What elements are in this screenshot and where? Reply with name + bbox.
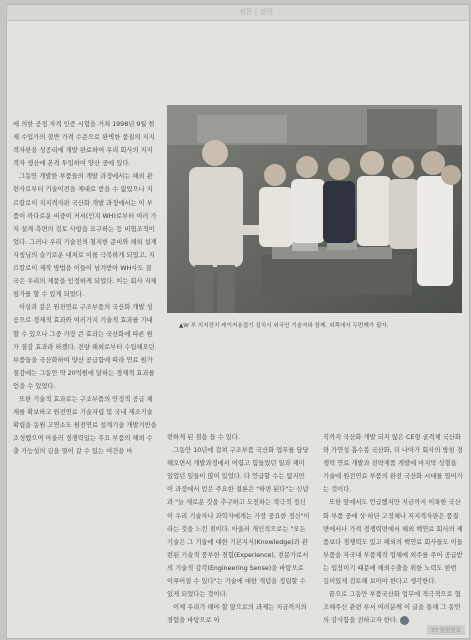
article-column-3 (323, 431, 463, 627)
paragraph: 직까지 국산화 개발 되지 않은 CE형 골격체 국산화와 가연성 흡수봉 국산화, 더 나아가 회사의 방침 경쟁력 연료 개발과 전략제품 개발에 마지막 성형을 기술에 원전연료 부품의 완전 국산화 시대를 열어가는 것이다. (323, 434, 463, 494)
paragraph: 련하게 된 점을 들 수 있다. (167, 434, 240, 441)
paragraph: 이제 우리가 해야 할 앞으로의 과제는 지금까지의 경험을 바탕으로 아 (167, 604, 307, 625)
paragraph: 또한 앞에서도 언급했지만 지금까지 이룩한 국산화 부품 중에 상·하단 고정체나 지지격자판은 품질면에서나 가격 경쟁력면에서 해외 핵연료 회사의 제품보다 경쟁력도 있고 해외의 핵연료 회사들도 이들 부품을 자국내 부품제작 업체에 외주를 주어 공급받는 입장이기 때문에 해외수출을 위한 노력도 한번 깊이있게 검토해 보아야 한다고 생각한다. (323, 499, 463, 586)
paragraph: 에 의한 공정 자격 인증 시험을 거쳐 1998년 9월 현재 수입가의 절반 가격 수준으로 완벽한 품질의 지지격자판을 성공리에 개발 완료하여 우리 회사의 지지격자 생산에 본격 투입하여 양산 중에 있다. (13, 121, 155, 168)
article-column-2 (167, 431, 310, 627)
end-of-article-icon (400, 616, 409, 625)
article-column-1 (13, 118, 157, 458)
page-number: 37 원전연료 (427, 625, 465, 635)
paragraph: 이상과 같은 원전연료 구조부품의 국산화 개발 성공으로 경제적 효과와 여러가지 기술적 효과를 기대할 수 있으나 그중 가장 큰 효과는 국산화에 따른 원가 절감 효과라 하겠다. 전량 해외로부터 수입해오던 부품들을 국산화하여 양산 공급함에 따라 연료 원가 절감에는 그동안 약 20억원에 달하는 경제적 효과를 얻을 수 있었다. (13, 304, 155, 390)
article-photo (167, 105, 462, 313)
paragraph: 또한 기술적 효과로는 구조부품의 안정적 공급 체제를 확보하고 원전연료 기술자립 및 국내 제조기술 확립을 동원 고연소도 원전연료 설계기술 개발기반을 조성했으며 아울러 경쟁력있는 주요 부품의 해외 수출 가능성의 길을 열어 갈 수 있는 여건을 마 (13, 395, 157, 456)
paragraph: 그동안 개발한 부품들의 개발 과정에서는 해외 관련사로부터 기술이전을 제대로 받을 수 없었으나 지르칼로이 지지격자판 국산화 개발 과정에서는 이 부품이 까다로운 비중이 커서(인지 WH)로부터 여러 가지 설계 측면의 검토 사항을 요구하는 등 비협조적이었다. 그러나 우리 기술진의 철저한 준비와 해외 설계 자칭님의 슬기로운 대처로 이를 극복하게 되었고, 지르칼로이 제작 방법을 이들이 넘겨받아 WH사도 결국은 우리의 제품을 인정하게 되었다. 이는 회사 자체 평가를 할 수 있게 되었다. (13, 173, 157, 299)
magazine-page (6, 4, 470, 639)
header-label: 전문 | 전략 (239, 8, 273, 16)
photo-caption: ▲W 부 지지장치 레이저용접기 설치시 외국인 기술자와 함께. 외쪽에서 두번째가 필자. (179, 323, 389, 329)
paragraph (323, 588, 463, 627)
header-bar (7, 5, 469, 21)
closing-text: 끝으로 그동안 부품국산화 업무에 적극적으로 협조해주신 관련 부서 여러분께 이 글을 통해 그 동안의 감사함을 전하고자 한다. (323, 591, 461, 625)
paragraph: 그동안 10년에 걸쳐 구조부품 국산화 업무를 담당해오면서 개발과정에서 어렵고 힘들었던 일과 재미 있었던 일들이 많이 있었다. 다 언급할 수는 없지만 이 과정에서 얻은 주요한 결론은 "하면 된다"는 신념과 "늘 새로운 것을 추구하고 도전하는 적극적 정신이 우리 기술자나 과학자에게는 가장 중요한 정신"이라는 것을 느낀 점이다. 아울러 개인적으로는 "모든 기술은 그 기술에 대한 기본지식(Knowledge)과 관련된 기술적 풍부한 경험(Experience), 전문가로서의 기술적 감각(Engineering Sense)을 바탕으로 이루어질 수 있다"는 기술에 대한 개념을 정립할 수 있게 되었다는 것이다. (167, 447, 310, 599)
group-photo-illustration (167, 105, 462, 313)
